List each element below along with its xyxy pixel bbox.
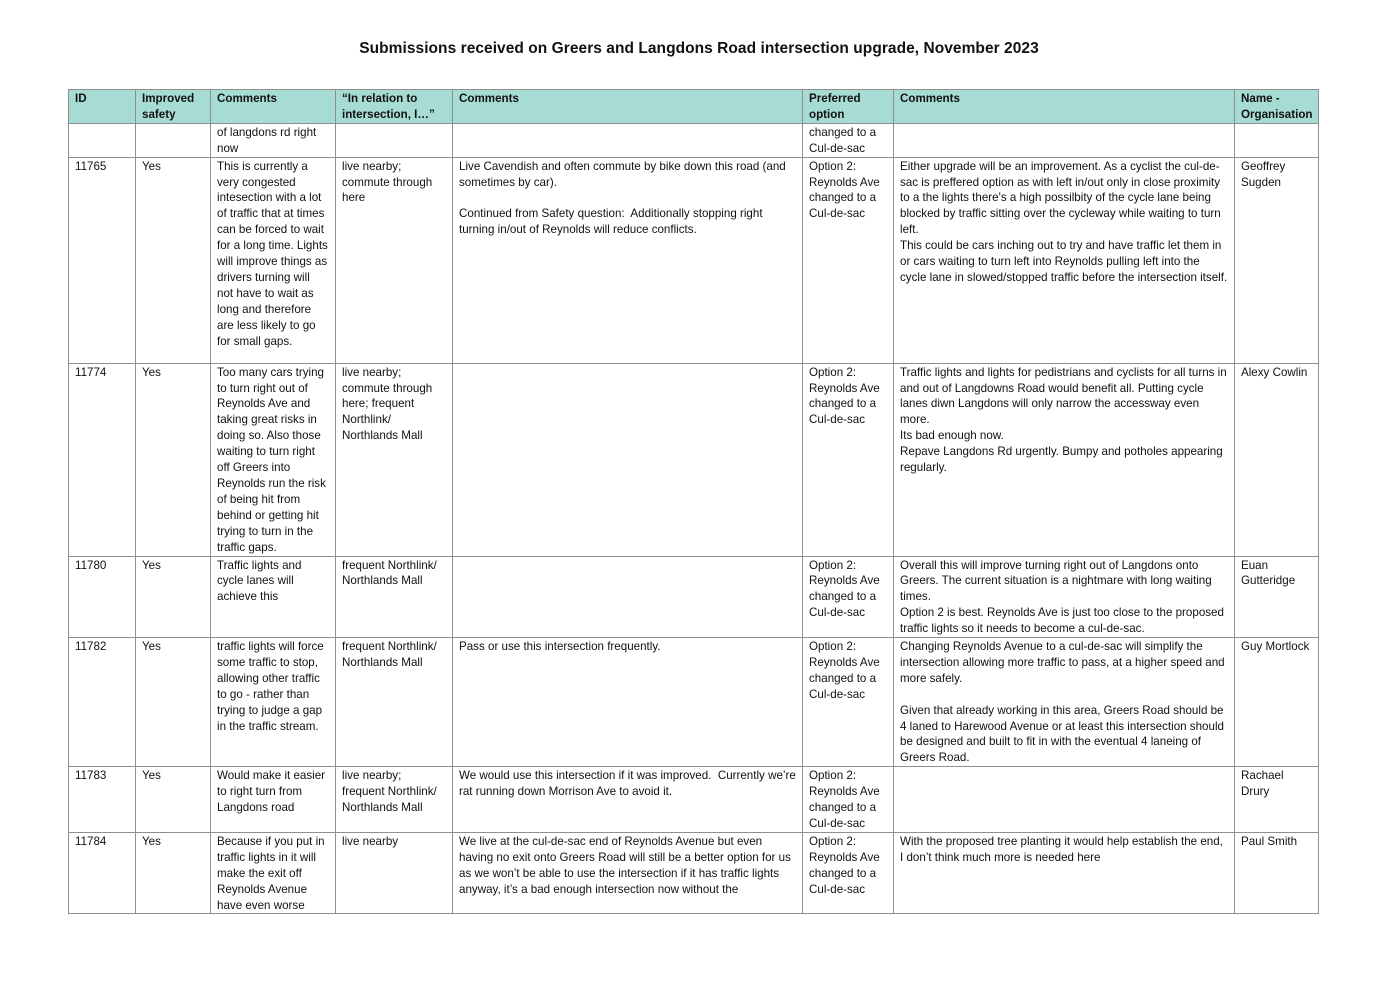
cell-option-comment (894, 638, 1235, 767)
cell-safety-comment (211, 157, 336, 363)
cell-name (1235, 157, 1319, 363)
cell-option-comment (894, 157, 1235, 363)
cell-safety (136, 556, 211, 638)
cell-relation-comment (453, 123, 803, 157)
cell-relation-comment-text: We live at the cul-de-sac end of Reynolds Avenue but even having no exit onto Greers Road will still be a better option for us as we won’t be able to use the intersection if it has traffic lights anyway, it’s a bad enough intersection now without the (459, 834, 795, 896)
cell-safety-comment (211, 556, 336, 638)
table-row (69, 556, 1319, 638)
cell-safety (136, 638, 211, 767)
cell-safety-comment-text: of langdons rd right now (217, 125, 320, 155)
cell-name-text: Paul Smith (1241, 834, 1298, 848)
cell-option (803, 157, 894, 363)
cell-name-text: Alexy Cowlin (1241, 365, 1308, 379)
cell-option-text: changed to a Cul-de-sac (809, 125, 880, 155)
cell-id (69, 123, 136, 157)
cell-id (69, 157, 136, 363)
cell-safety-text: Yes (142, 769, 161, 783)
cell-id-text: 11774 (75, 365, 107, 379)
cell-option (803, 638, 894, 767)
header-safety-comments: Comments (211, 90, 336, 124)
cell-safety-comment-text: Because if you put in traffic lights in it will make the exit off Reynolds Avenue have even worse (217, 834, 328, 912)
cell-option-text: Option 2: Reynolds Ave changed to a Cul-de-sac (809, 365, 883, 427)
cell-safety-comment-text: Too many cars trying to turn right out of Reynolds Ave and taking great risks in doing so. Also those waiting to turn right off Greers into Reynolds run the risk of being hit from behind or getting hit trying to turn in the traffic gaps. (217, 365, 330, 554)
cell-relation-comment (453, 363, 803, 556)
cell-safety-text: Yes (142, 834, 161, 848)
cell-relation-text: live nearby; commute through here; frequent Northlink/ Northlands Mall (342, 365, 436, 443)
cell-safety-text: Yes (142, 558, 161, 572)
cell-option-comment (894, 767, 1235, 833)
cell-option (803, 832, 894, 914)
cell-safety-text: Yes (142, 159, 161, 173)
table-row (69, 157, 1319, 363)
cell-relation (336, 767, 453, 833)
cell-name-text: Guy Mortlock (1241, 640, 1310, 654)
cell-relation (336, 556, 453, 638)
cell-name-text: Rachael Drury (1241, 769, 1287, 799)
cell-id (69, 832, 136, 914)
cell-id-text: 11780 (75, 558, 107, 572)
cell-option-comment (894, 123, 1235, 157)
header-option-comments: Comments (894, 90, 1235, 124)
cell-relation-comment-text: We would use this intersection if it was improved. Currently we’re rat running down Morrison Ave to avoid it. (459, 769, 800, 799)
cell-safety-comment-text: Traffic lights and cycle lanes will achieve this (217, 558, 305, 604)
cell-name (1235, 832, 1319, 914)
cell-option-text: Option 2: Reynolds Ave changed to a Cul-de-sac (809, 159, 883, 221)
cell-option-text: Option 2: Reynolds Ave changed to a Cul-de-sac (809, 640, 883, 701)
header-id: ID (69, 90, 136, 124)
cell-relation-text: live nearby (342, 834, 399, 848)
cell-relation-text: frequent Northlink/ Northlands Mall (342, 640, 440, 669)
cell-option (803, 363, 894, 556)
cell-id (69, 363, 136, 556)
table-header (69, 90, 1319, 124)
cell-relation-comment (453, 157, 803, 363)
cell-option-comment-text: Changing Reynolds Avenue to a cul-de-sac will simplify the intersection allowing more traffic to pass, at a higher speed and more safely. Given that already working in this area, Greers Road should be 4 laned to Harewood Avenue or at least this intersection should be designed and built to fit in with the eventual 4 laneing of Greers Road. (900, 640, 1225, 765)
table-row (69, 123, 1319, 157)
cell-safety (136, 123, 211, 157)
cell-relation-comment (453, 638, 803, 767)
cell-safety-comment (211, 638, 336, 767)
cell-safety-comment (211, 363, 336, 556)
cell-safety-comment-text: traffic lights will force some traffic to stop, allowing other traffic to go - rather than trying to judge a gap in the traffic stream. (217, 640, 327, 733)
cell-option-comment-text: Overall this will improve turning right out of Langdons onto Greers. The current situation is a nightmare with long waiting times. Option 2 is best. Reynolds Ave is just too close to the proposed traffic lights so it needs to become a cul-de-sac. (900, 558, 1224, 636)
cell-id-text: 11765 (75, 159, 107, 173)
cell-safety-text: Yes (142, 640, 161, 654)
cell-relation-text: frequent Northlink/ Northlands Mall (342, 558, 440, 588)
cell-id (69, 638, 136, 767)
cell-option-comment (894, 363, 1235, 556)
cell-relation-comment-text: Live Cavendish and often commute by bike down this road (and sometimes by car). Continued from Safety question: Additionally stopping right turning in/out of Reynolds will reduce conflicts. (459, 159, 786, 237)
cell-option-comment-text: Either upgrade will be an improvement. As a cyclist the cul-de-sac is preffered option as with left in/out only in close proximity to a the lights there's a high possilbity of the cycle lane being blocked by traffic sitting over the cycleway while waiting to turn left. This could be cars inching out to try and have traffic let them in or cars waiting to turn left into Reynolds pulling left into the cycle lane in slowed/stopped traffic before the intersection itself. (900, 159, 1228, 284)
cell-relation-text: live nearby; frequent Northlink/ Northlands Mall (342, 769, 440, 815)
cell-option-comment-text: With the proposed tree planting it would help establish the end, I don’t think much more is needed here (900, 834, 1227, 864)
cell-relation (336, 363, 453, 556)
header-relation: “In relation to intersection, I…” (336, 90, 453, 124)
cell-safety-text: Yes (142, 365, 161, 379)
cell-option (803, 556, 894, 638)
cell-safety-comment-text: This is currently a very congested intesection with a lot of traffic that at times can be forced to wait for a long time. Lights will improve things as drivers turning will not have to wait as long and therefore are less likely to go for small gaps. (217, 159, 332, 348)
cell-name-text: Geoffrey Sugden (1241, 159, 1289, 189)
cell-id (69, 767, 136, 833)
table-row (69, 638, 1319, 767)
cell-relation (336, 157, 453, 363)
cell-safety (136, 832, 211, 914)
table-body (69, 123, 1319, 914)
cell-option-text: Option 2: Reynolds Ave changed to a Cul-de-sac (809, 769, 883, 830)
header-name-organisation: Name - Organisation (1235, 90, 1319, 124)
cell-safety (136, 767, 211, 833)
cell-safety-comment (211, 832, 336, 914)
cell-relation-comment (453, 767, 803, 833)
cell-option-comment (894, 556, 1235, 638)
cell-safety-comment (211, 767, 336, 833)
cell-relation (336, 638, 453, 767)
cell-relation-comment-text: Pass or use this intersection frequently. (459, 640, 661, 654)
table-row (69, 363, 1319, 556)
cell-id-text: 11783 (75, 769, 107, 783)
cell-id-text: 11782 (75, 640, 107, 654)
cell-option (803, 123, 894, 157)
cell-safety (136, 363, 211, 556)
header-relation-comments: Comments (453, 90, 803, 124)
cell-name-text: Euan Gutteridge (1241, 558, 1296, 588)
cell-relation (336, 832, 453, 914)
cell-name (1235, 767, 1319, 833)
cell-option (803, 767, 894, 833)
header-preferred-option: Preferred option (803, 90, 894, 124)
cell-option-text: Option 2: Reynolds Ave changed to a Cul-de-sac (809, 558, 883, 620)
cell-safety (136, 157, 211, 363)
cell-name (1235, 556, 1319, 638)
page-title: Submissions received on Greers and Langdons Road intersection upgrade, November 2023 (359, 40, 1039, 57)
cell-name (1235, 123, 1319, 157)
table-row (69, 767, 1319, 833)
cell-safety-comment (211, 123, 336, 157)
cell-id (69, 556, 136, 638)
cell-id-text: 11784 (75, 834, 107, 848)
cell-relation-comment (453, 556, 803, 638)
table-row (69, 832, 1319, 914)
cell-relation (336, 123, 453, 157)
cell-relation-text: live nearby; commute through here (342, 159, 436, 205)
submissions-table (68, 89, 1319, 914)
cell-name (1235, 363, 1319, 556)
header-row (69, 90, 1319, 124)
cell-option-comment (894, 832, 1235, 914)
cell-relation-comment (453, 832, 803, 914)
cell-name (1235, 638, 1319, 767)
cell-option-text: Option 2: Reynolds Ave changed to a Cul-de-sac (809, 834, 883, 896)
cell-safety-comment-text: Would make it easier to right turn from Langdons road (217, 769, 329, 815)
header-improved-safety: Improved safety (136, 90, 211, 124)
cell-option-comment-text: Traffic lights and lights for pedistrians and cyclists for all turns in and out of Langdowns Road would benefit all. Putting cycle lanes diwn Langdons will only narrow the accessway even more. Its bad enough now. Repave Langdons Rd urgently. Bumpy and potholes appearing regularly. (900, 365, 1227, 475)
